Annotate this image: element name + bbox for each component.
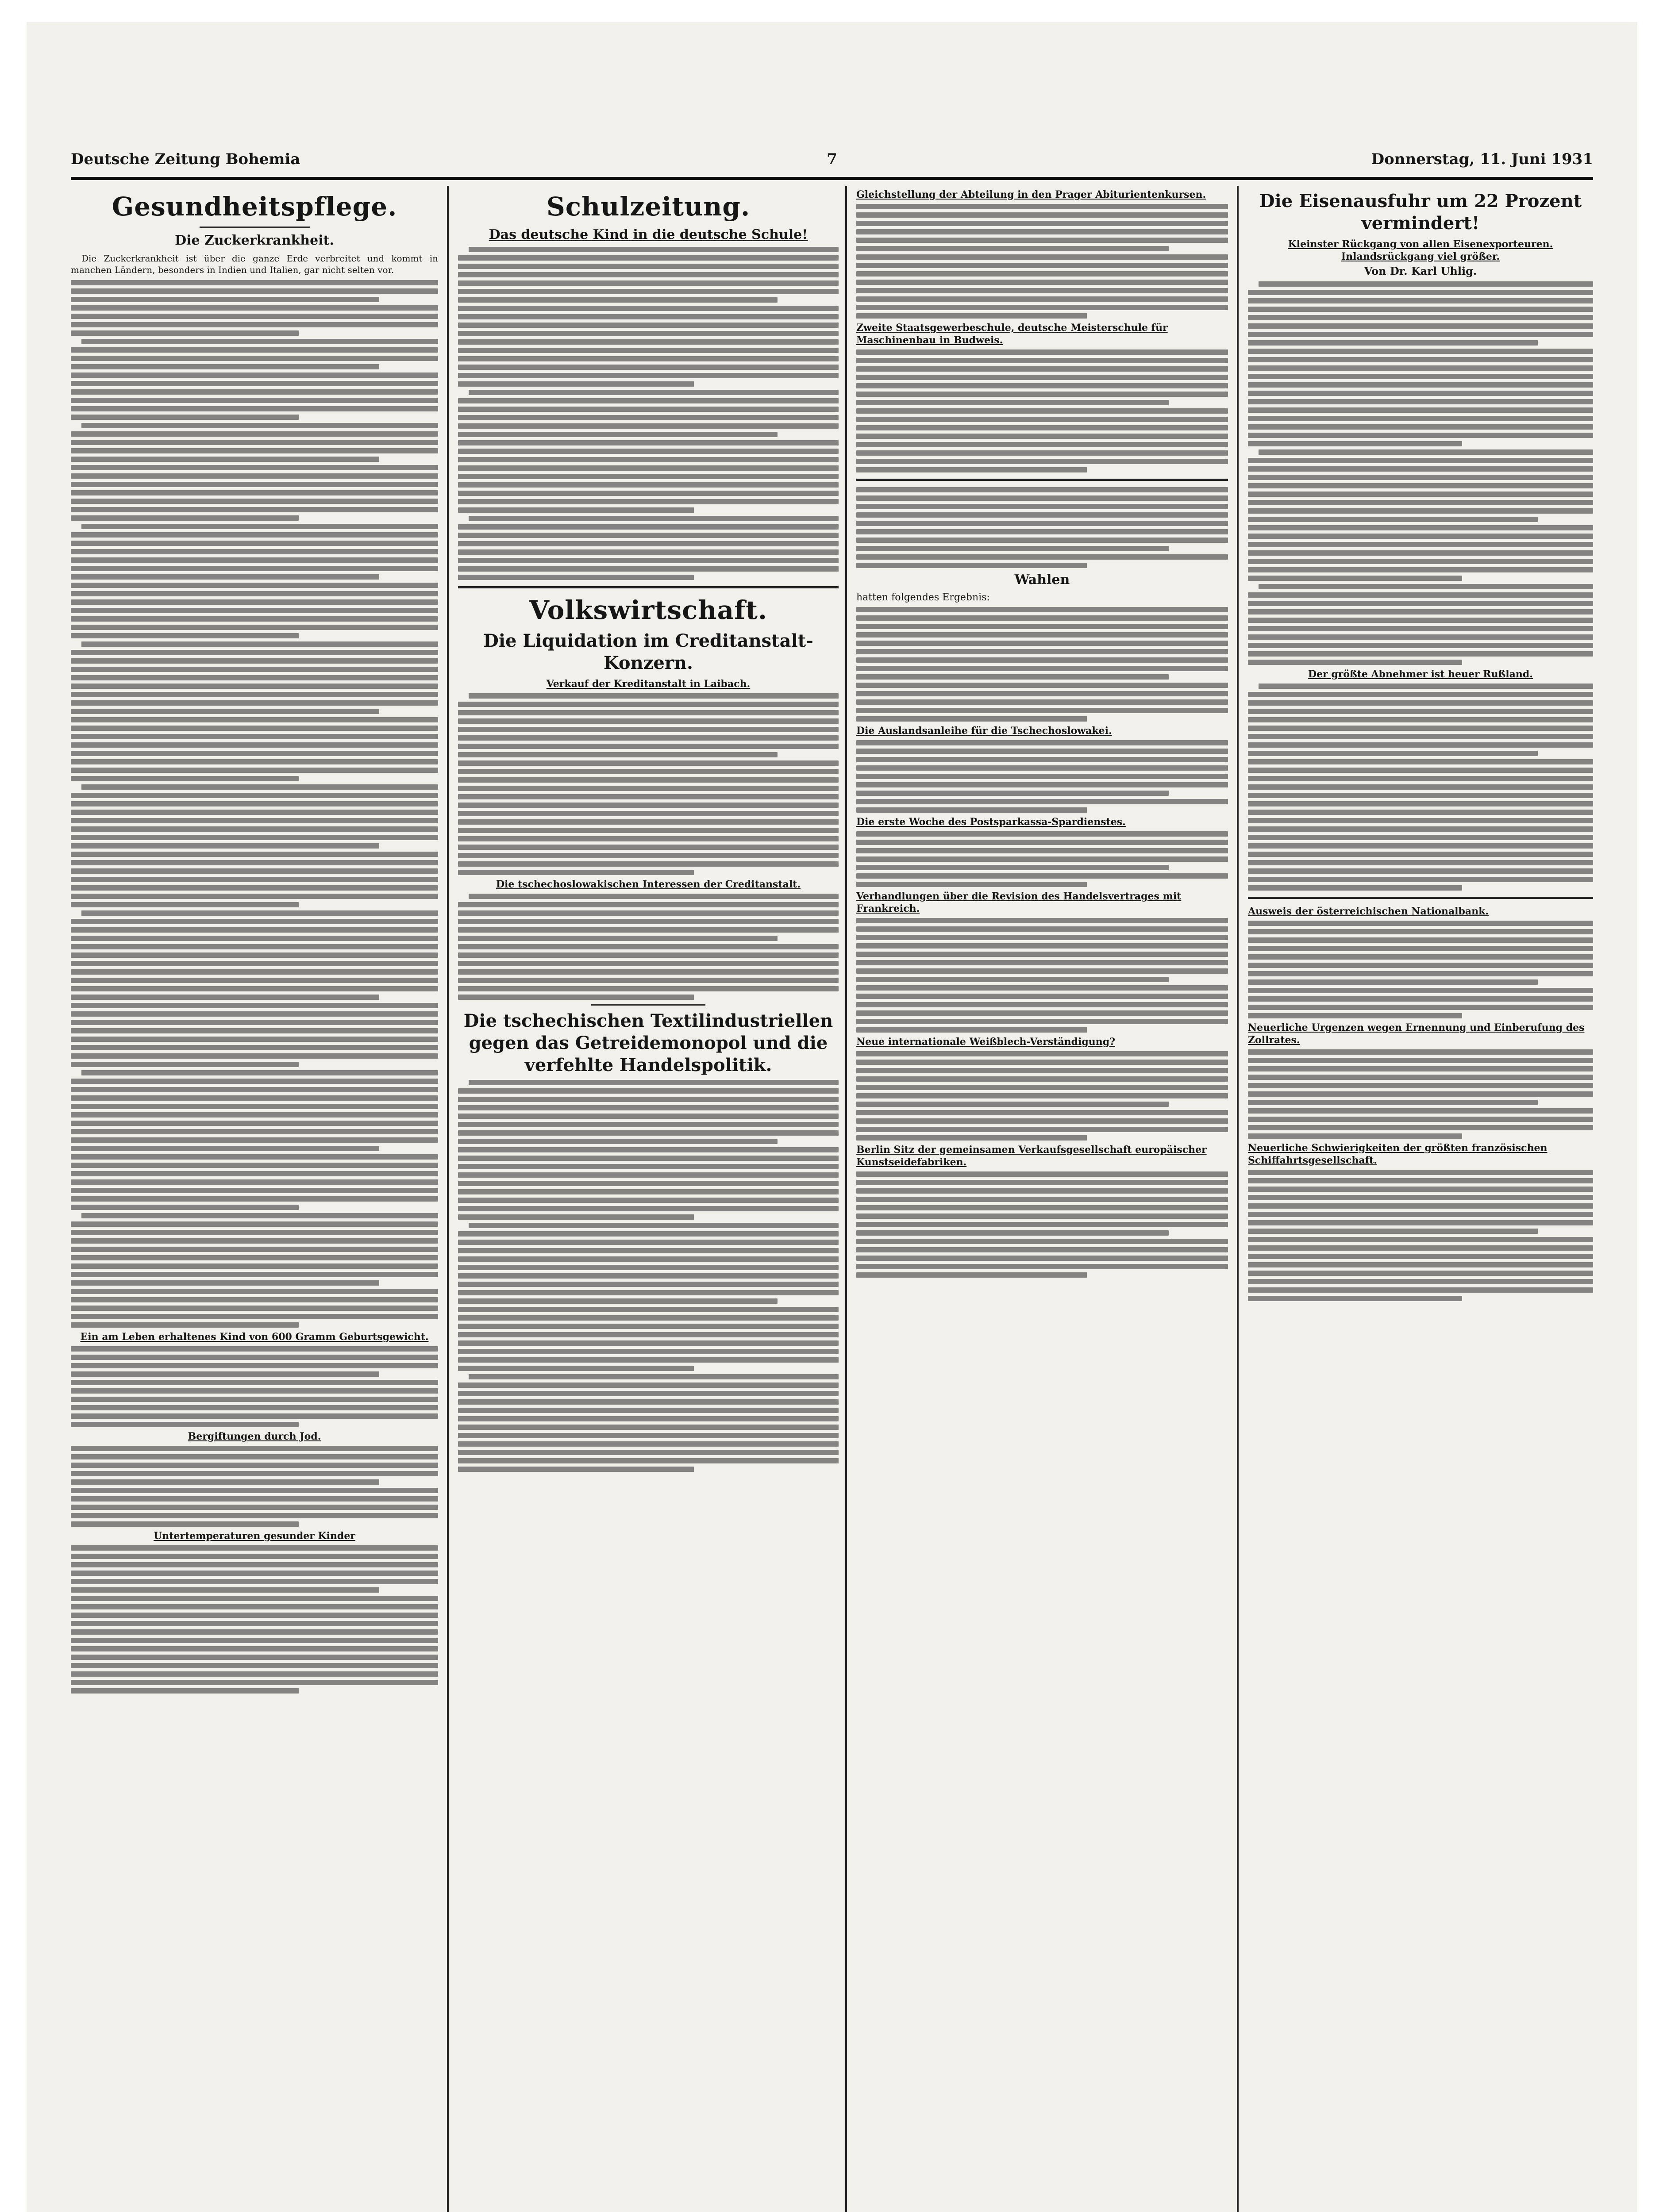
- column-2: [458, 186, 839, 2212]
- column-rule: [447, 186, 449, 2212]
- column-1: [71, 186, 438, 2212]
- section-title-school: Schulzeitung.: [546, 192, 751, 222]
- article-subtitle: Verkauf der Kreditanstalt in Laibach.: [546, 678, 751, 690]
- article-title: Untertemperaturen gesunder Kinder: [154, 1530, 355, 1542]
- article-title: Bergiftungen durch Jod.: [188, 1431, 321, 1442]
- text-block: [458, 894, 839, 1000]
- article-title: Die Liquidation im Creditanstalt-Konzern.: [483, 630, 813, 673]
- newspaper-page: [27, 22, 1637, 2212]
- divider: [200, 227, 310, 228]
- article-body: Die Zuckerkrankheit ist über die ganze Erde verbreitet und kommt in manchen Ländern, besonders in Indien und Italien, gar nicht selten vor.: [71, 253, 438, 275]
- article-subtitle: hatten folgendes Ergebnis:: [856, 592, 990, 603]
- text-block: [856, 349, 1228, 472]
- article-title: Neue internationale Weißblech-Verständigung?: [856, 1036, 1116, 1048]
- text-block: [458, 247, 839, 580]
- article-title: Die Eisenausfuhr um 22 Prozent vermindert!: [1259, 191, 1582, 234]
- column-rule: [1237, 186, 1239, 2212]
- text-block: [458, 693, 839, 875]
- text-block: [856, 204, 1228, 319]
- article-title: Ein am Leben erhaltenes Kind von 600 Gramm Geburtsgewicht.: [80, 1331, 429, 1343]
- text-block: [71, 280, 438, 1328]
- section-title-economy: Volkswirtschaft.: [529, 595, 768, 625]
- article-title: Verhandlungen über die Revision des Handelsvertrages mit Frankreich.: [856, 891, 1182, 914]
- text-block: [71, 1545, 438, 1694]
- text-block: [1248, 1170, 1593, 1301]
- text-block: [856, 1171, 1228, 1278]
- article-title: Ausweis der österreichischen Nationalbank.: [1248, 906, 1489, 917]
- page-header: [71, 150, 1593, 180]
- article-title: Neuerliche Urgenzen wegen Ernennung und Einberufung des Zollrates.: [1248, 1022, 1585, 1046]
- article-title: Gleichstellung der Abteilung in den Prager Abiturientenkursen.: [856, 189, 1206, 200]
- article-title: Die Zuckerkrankheit.: [175, 233, 334, 248]
- masthead: Deutsche Zeitung Bohemia: [71, 150, 300, 168]
- column-rule: [845, 186, 847, 2212]
- text-block: [856, 740, 1228, 813]
- article-title: Neuerliche Schwierigkeiten der größten französischen Schiffahrtsgesellschaft.: [1248, 1142, 1548, 1166]
- article-title: Die Auslandsanleihe für die Tschechoslowakei.: [856, 725, 1112, 737]
- article-title: Das deutsche Kind in die deutsche Schule!: [489, 227, 808, 242]
- article-title: Der größte Abnehmer ist heuer Rußland.: [1308, 668, 1533, 680]
- issue-date: Donnerstag, 11. Juni 1931: [1371, 150, 1593, 168]
- text-block: [1248, 281, 1593, 665]
- text-block: [71, 1446, 438, 1527]
- column-3: [856, 186, 1228, 2212]
- article-subtitle: Kleinster Rückgang von allen Eisenexporteuren. Inlandsrückgang viel größer.: [1288, 238, 1553, 262]
- article-title: Zweite Staatsgewerbeschule, deutsche Meisterschule für Maschinenbau in Budweis.: [856, 322, 1168, 346]
- article-title: Berlin Sitz der gemeinsamen Verkaufsgesellschaft europäischer Kunstseidefabriken.: [856, 1144, 1207, 1168]
- text-block: [856, 487, 1228, 568]
- article-title: Die erste Woche des Postsparkassa-Spardienstes.: [856, 816, 1126, 828]
- section-rule: [1248, 897, 1593, 899]
- text-block: [458, 1080, 839, 1472]
- text-block: [71, 1346, 438, 1427]
- article-subtitle: Die tschechoslowakischen Interessen der Creditanstalt.: [496, 879, 801, 890]
- section-rule: [856, 479, 1228, 481]
- section-rule: [458, 586, 839, 588]
- text-block: [1248, 684, 1593, 891]
- text-block: [1248, 921, 1593, 1018]
- text-block: [856, 1051, 1228, 1141]
- section-title-health: Gesundheitspflege.: [112, 192, 397, 222]
- page-number: 7: [827, 150, 837, 168]
- text-block: [1248, 1049, 1593, 1139]
- article-title: Wahlen: [1014, 572, 1070, 588]
- byline: Von Dr. Karl Uhlig.: [1364, 265, 1477, 277]
- text-block: [856, 831, 1228, 887]
- divider: [591, 1004, 705, 1006]
- text-block: [856, 607, 1228, 722]
- article-title: Die tschechischen Textilindustriellen gegen das Getreidemonopol und die verfehlte Handelspolitik.: [463, 1010, 833, 1075]
- column-4: [1248, 186, 1593, 2212]
- text-block: [856, 918, 1228, 1033]
